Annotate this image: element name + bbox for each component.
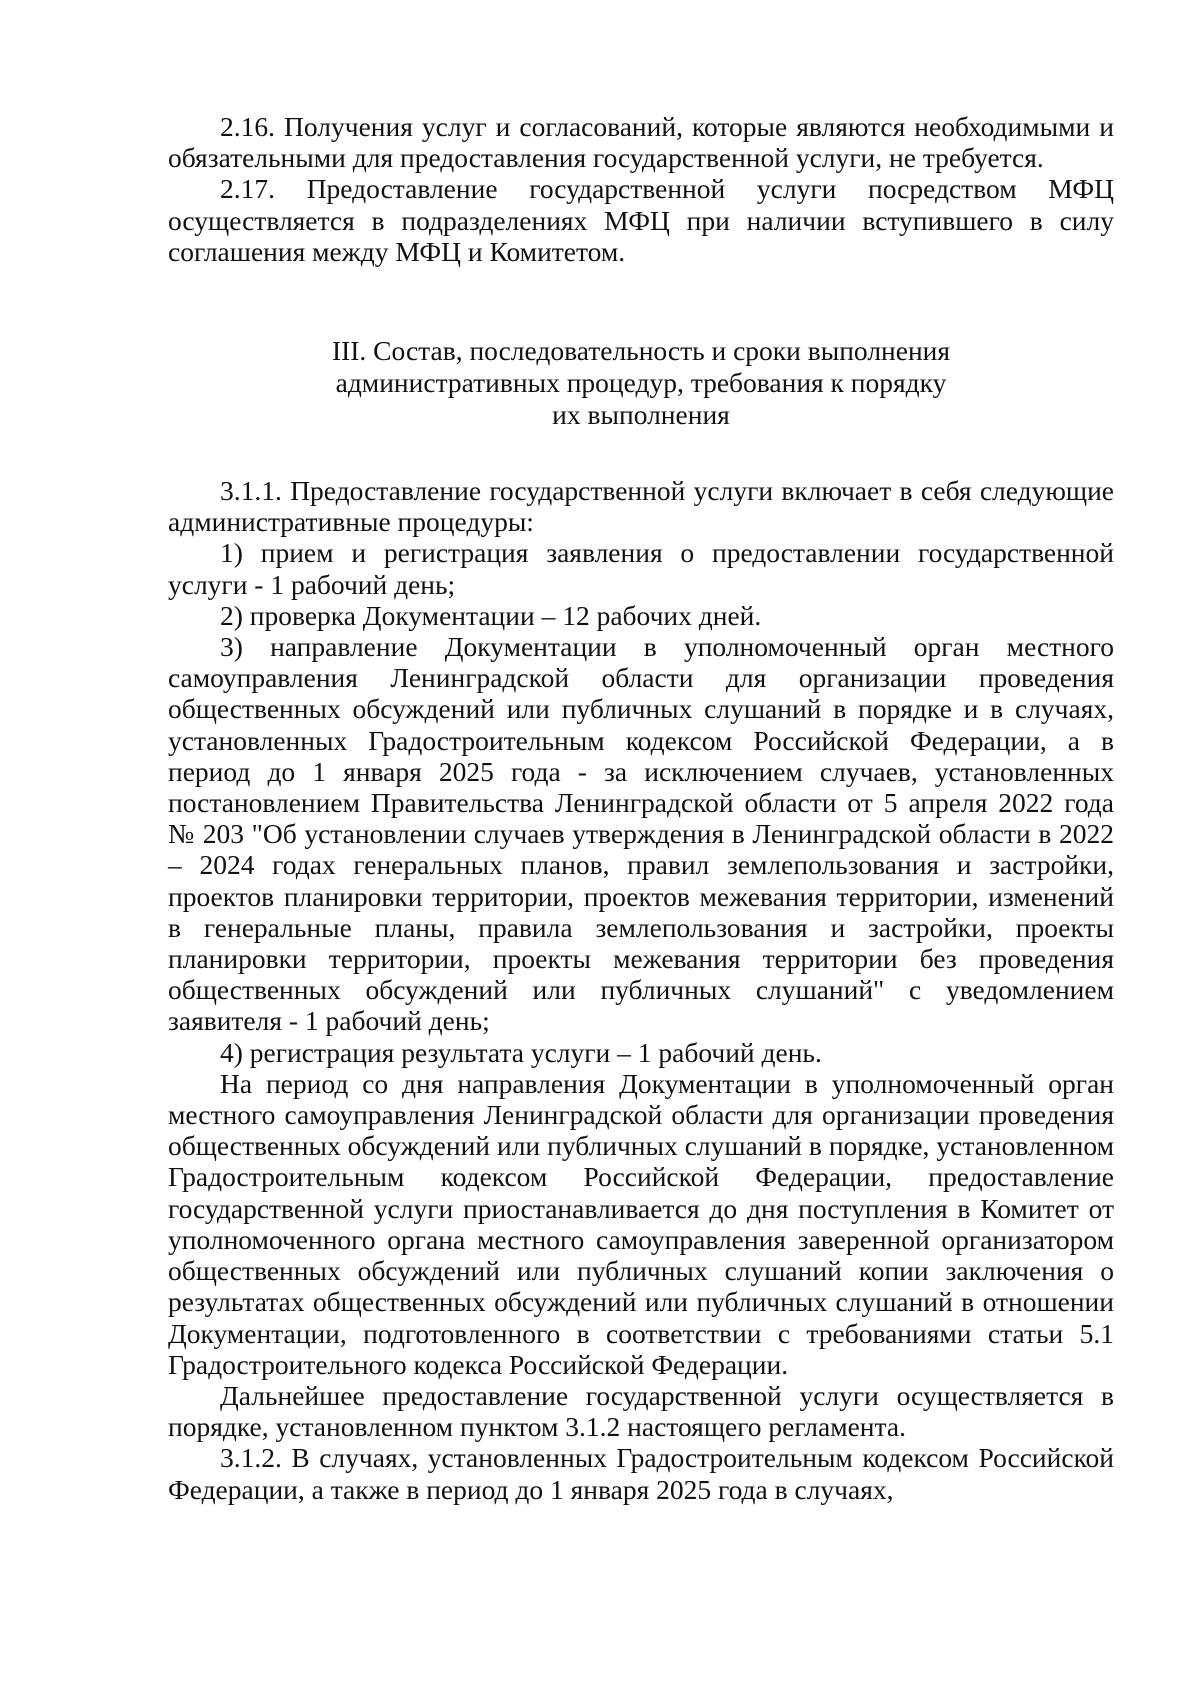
paragraph-3-1-2: 3.1.2. В случаях, установленных Градостроительным кодексом Российской Федерации, а также в период до 1 января 2025 года в случаях, (168, 1442, 1114, 1505)
document-page (168, 111, 1114, 1505)
list-item-3: 3) направление Документации в уполномоченный орган местного самоуправления Ленинградской области для организации проведения общественных обсуждений или публичных слушаний в порядке и в случаях, установленных Градостроительным кодексом Российской Федерации, а в период до 1 января 2025 года - за исключением случаев, установленных постановлением Правительства Ленинградской области от 5 апреля 2022 года № 203 "Об установлении случаев утверждения в Ленинградской области в 2022 – 2024 годах генеральных планов, правил землепользования и застройки, проектов планировки территории, проектов межевания территории, изменений в генеральные планы, правила землепользования и застройки, проекты планировки территории, проекты межевания территории без проведения общественных обсуждений или публичных слушаний" с уведомлением заявителя - 1 рабочий день; (168, 631, 1114, 1037)
section-heading-line-3: их выполнения (552, 399, 730, 431)
section-heading-line-2: административных процедур, требования к порядку (335, 367, 947, 399)
paragraph-3-1-1: 3.1.1. Предоставление государственной услуги включает в себя следующие административные процедуры: (168, 475, 1114, 538)
paragraph-2-17: 2.17. Предоставление государственной услуги посредством МФЦ осуществляется в подразделениях МФЦ при наличии вступившего в силу соглашения между МФЦ и Комитетом. (168, 173, 1114, 267)
paragraph-2-16: 2.16. Получения услуг и согласований, которые являются необходимыми и обязательными для предоставления государственной услуги, не требуется. (168, 111, 1114, 174)
list-item-1: 1) прием и регистрация заявления о предоставлении государственной услуги - 1 рабочий день; (168, 537, 1114, 600)
list-item-2: 2) проверка Документации – 12 рабочих дней. (220, 599, 762, 631)
list-item-4: 4) регистрация результата услуги – 1 рабочий день. (220, 1036, 822, 1068)
paragraph-suspension: На период со дня направления Документации в уполномоченный орган местного самоуправления Ленинградской области для организации проведения общественных обсуждений или публичных слушаний в порядке, установленном Градостроительным кодексом Российской Федерации, предоставление государственной услуги приостанавливается до дня поступления в Комитет от уполномоченного органа местного самоуправления заверенной организатором общественных обсуждений или публичных слушаний копии заключения о результатах общественных обсуждений или публичных слушаний в отношении Документации, подготовленного в соответствии с требованиями статьи 5.1 Градостроительного кодекса Российской Федерации. (168, 1067, 1114, 1380)
paragraph-further-provision: Дальнейшее предоставление государственной услуги осуществляется в порядке, установленном пунктом 3.1.2 настоящего регламента. (168, 1379, 1114, 1443)
section-heading-line-1: III. Состав, последовательность и сроки выполнения (331, 335, 951, 367)
section-heading (168, 335, 1114, 431)
